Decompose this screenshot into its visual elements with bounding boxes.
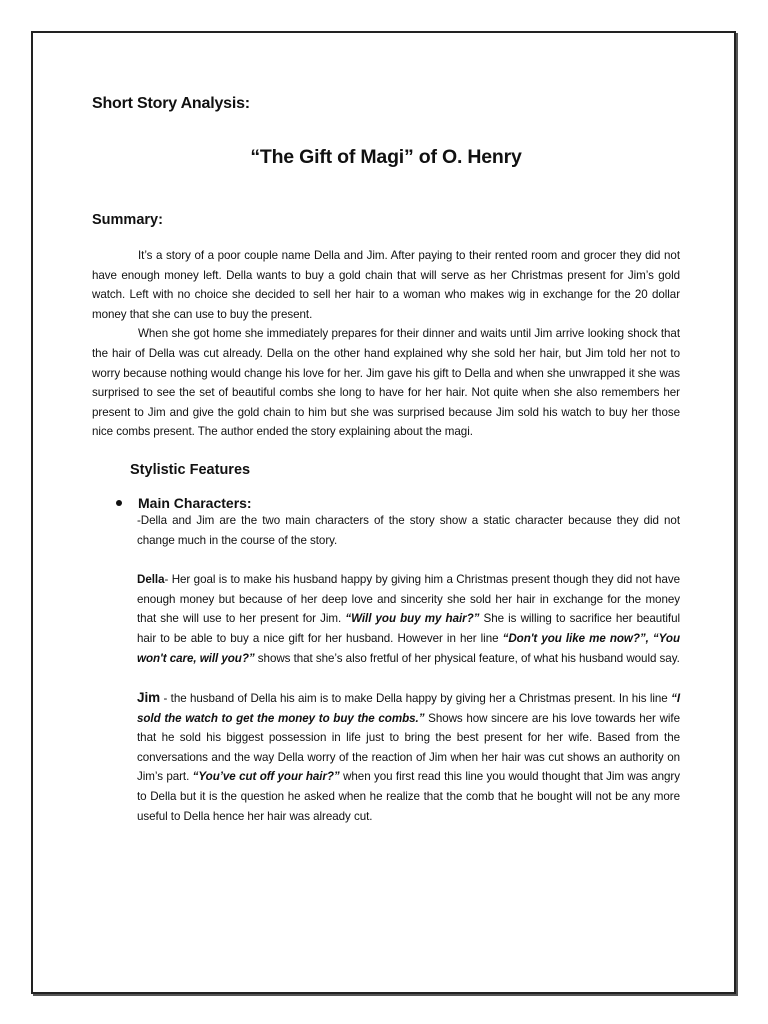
characters-section [137,511,680,826]
della-text-2: She is willing to sacrifice her beautiful hair to be able to buy a nice gift for her husband. However in her line [137,612,680,645]
della-name: Della [137,573,165,587]
della-quote-1: “Will you buy my hair?” [345,612,480,626]
document-title: “The Gift of Magi” of O. Henry [250,146,522,168]
jim-text-2: Shows how sincere are his love towards her wife that he sold his biggest possession in life just to bring the best present for her wife. Based from the conversations and the way Della worry of the reaction of Jim when her hair was cut shows an authority on Jim’s part. [137,711,680,784]
summary-section [92,246,680,442]
jim-text-1: - the husband of Della his aim is to make Della happy by giving her a Christmas present. In his line [160,692,672,706]
characters-intro: -Della and Jim are the two main characters of the story show a static character because they did not change much in the course of the story. [137,513,680,547]
jim-quote-2: “You’ve cut off your hair?” [192,770,340,784]
jim-paragraph [137,688,680,826]
della-quote-2: “Don't you like me now?”, “You won't care, will you?” [137,631,681,665]
jim-quote-1: “I sold the watch to get the money to buy the combs.” [137,692,680,725]
jim-name: Jim [137,690,161,706]
summary-heading: Summary: [92,212,163,228]
bullet-icon [116,500,122,506]
jim-text-3: when you first read this line you would thought that Jim was angry to Della but it is the question he asked when he realize that the comb that he bought will not be any more useful to Della hence her hair was already cut. [137,770,680,823]
bullet-item-main-characters [116,495,680,511]
stylistic-features-heading: Stylistic Features [130,461,251,478]
della-text-1: - Her goal is to make his husband happy by giving him a Christmas present though they did not have enough money but because of her deep love and sincerity she sold her hair in exchange for the money that she will use to her present for Jim. [137,573,680,626]
della-paragraph [137,570,680,668]
document-body [92,95,680,826]
della-text-3: shows that she’s also fretful of her physical feature, of what his husband would say. [254,651,680,665]
document-heading: Short Story Analysis: [92,95,250,112]
summary-paragraph-1: It’s a story of a poor couple name Della and Jim. After paying to their rented room and grocer they did not have enough money left. Della wants to buy a gold chain that will serve as her Christmas present for Jim’s gold watch. Left with no choice she decided to sell her hair to a woman who makes wig in exchange for the 20 dollar money that she can use to buy the present. [92,249,680,321]
main-characters-label: Main Characters: [138,494,252,511]
summary-paragraph-2: When she got home she immediately prepares for their dinner and waits until Jim arrive looking shock that the hair of Della was cut already. Della on the other hand explained why she sold her hair, but Jim told her not to worry because nothing would change his love for her. Jim gave his gift to Della and when she unwrapped it she was surprised to see the set of beautiful combs she long to have for her hair. Not quite when she also remembers her present to Jim and give the gold chain to him but she was surprised because Jim sold his watch to buy her those nice combs present. The author ended the story explaining about the magi. [92,327,680,439]
